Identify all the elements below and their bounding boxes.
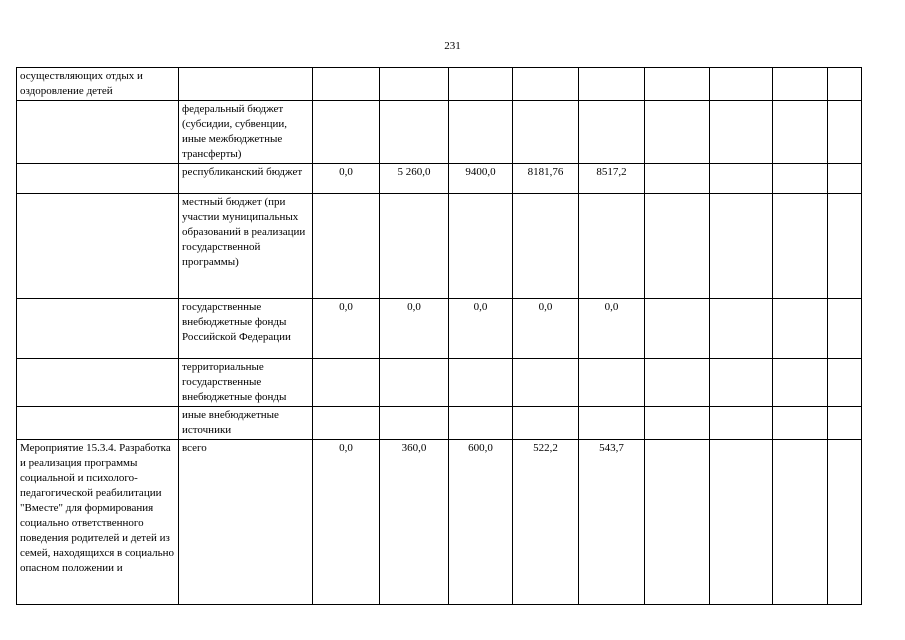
empty-cell — [645, 407, 710, 440]
value-cell: 8181,76 — [513, 164, 579, 194]
empty-cell — [773, 440, 828, 605]
empty-cell — [645, 101, 710, 164]
empty-cell — [828, 164, 862, 194]
empty-cell — [828, 194, 862, 299]
table-row — [17, 299, 862, 359]
value-cell — [513, 68, 579, 101]
value-cell — [313, 101, 380, 164]
funding-source-cell: территориальные государственные внебюджетные фонды — [179, 359, 313, 407]
value-cell: 522,2 — [513, 440, 579, 605]
empty-cell — [773, 407, 828, 440]
value-cell — [313, 194, 380, 299]
empty-cell — [710, 359, 773, 407]
table-row — [17, 407, 862, 440]
value-cell — [380, 407, 449, 440]
value-cell — [513, 407, 579, 440]
value-cell — [380, 194, 449, 299]
value-cell — [513, 101, 579, 164]
table-row — [17, 440, 862, 605]
empty-cell — [710, 299, 773, 359]
empty-cell — [773, 68, 828, 101]
empty-cell — [645, 164, 710, 194]
value-cell: 600,0 — [449, 440, 513, 605]
value-cell — [513, 194, 579, 299]
table-row — [17, 359, 862, 407]
page-number: 231 — [444, 40, 461, 52]
value-cell: 9400,0 — [449, 164, 513, 194]
funding-source-cell: иные внебюджетные источники — [179, 407, 313, 440]
value-cell: 0,0 — [313, 164, 380, 194]
empty-cell — [645, 359, 710, 407]
value-cell — [449, 194, 513, 299]
empty-cell — [710, 194, 773, 299]
empty-cell — [710, 164, 773, 194]
value-cell — [380, 359, 449, 407]
empty-cell — [773, 359, 828, 407]
value-cell — [513, 359, 579, 407]
value-cell — [313, 68, 380, 101]
value-cell: 0,0 — [380, 299, 449, 359]
activity-cell — [17, 359, 179, 407]
funding-source-cell: федеральный бюджет (субсидии, субвенции, иные межбюджетные трансферты) — [179, 101, 313, 164]
funding-source-cell: всего — [179, 440, 313, 605]
activity-cell: осуществляющих отдых и оздоровление детей — [17, 68, 179, 101]
empty-cell — [773, 299, 828, 359]
empty-cell — [773, 194, 828, 299]
value-cell — [313, 407, 380, 440]
empty-cell — [828, 407, 862, 440]
empty-cell — [773, 101, 828, 164]
value-cell: 0,0 — [513, 299, 579, 359]
value-cell — [579, 407, 645, 440]
empty-cell — [710, 101, 773, 164]
value-cell — [380, 68, 449, 101]
activity-cell — [17, 164, 179, 194]
empty-cell — [828, 68, 862, 101]
empty-cell — [645, 440, 710, 605]
value-cell: 0,0 — [579, 299, 645, 359]
value-cell — [380, 101, 449, 164]
value-cell — [449, 407, 513, 440]
activity-cell: Мероприятие 15.3.4. Разработка и реализация программы социальной и психолого-педагогической реабилитации "Вместе" для формирования социально ответственного поведения родителей и детей из семей, находящихся в социально опасном положении и — [17, 440, 179, 605]
funding-source-cell — [179, 68, 313, 101]
value-cell — [449, 68, 513, 101]
value-cell: 5 260,0 — [380, 164, 449, 194]
empty-cell — [828, 440, 862, 605]
empty-cell — [828, 101, 862, 164]
value-cell: 8517,2 — [579, 164, 645, 194]
funding-source-cell: местный бюджет (при участии муниципальных образований в реализации государственной программы) — [179, 194, 313, 299]
activity-cell — [17, 101, 179, 164]
budget-table — [16, 67, 862, 605]
table-row — [17, 164, 862, 194]
empty-cell — [773, 164, 828, 194]
value-cell — [579, 194, 645, 299]
empty-cell — [645, 68, 710, 101]
value-cell — [449, 359, 513, 407]
value-cell: 0,0 — [449, 299, 513, 359]
empty-cell — [828, 299, 862, 359]
value-cell — [449, 101, 513, 164]
value-cell — [313, 359, 380, 407]
activity-cell — [17, 407, 179, 440]
empty-cell — [710, 68, 773, 101]
value-cell: 360,0 — [380, 440, 449, 605]
table-row — [17, 68, 862, 101]
value-cell: 0,0 — [313, 299, 380, 359]
value-cell — [579, 68, 645, 101]
empty-cell — [645, 299, 710, 359]
table-row — [17, 194, 862, 299]
activity-cell — [17, 194, 179, 299]
empty-cell — [828, 359, 862, 407]
table-row — [17, 101, 862, 164]
funding-source-cell: республиканский бюджет — [179, 164, 313, 194]
empty-cell — [710, 440, 773, 605]
activity-cell — [17, 299, 179, 359]
empty-cell — [645, 194, 710, 299]
value-cell: 543,7 — [579, 440, 645, 605]
funding-source-cell: государственные внебюджетные фонды Российской Федерации — [179, 299, 313, 359]
empty-cell — [710, 407, 773, 440]
value-cell: 0,0 — [313, 440, 380, 605]
value-cell — [579, 359, 645, 407]
value-cell — [579, 101, 645, 164]
